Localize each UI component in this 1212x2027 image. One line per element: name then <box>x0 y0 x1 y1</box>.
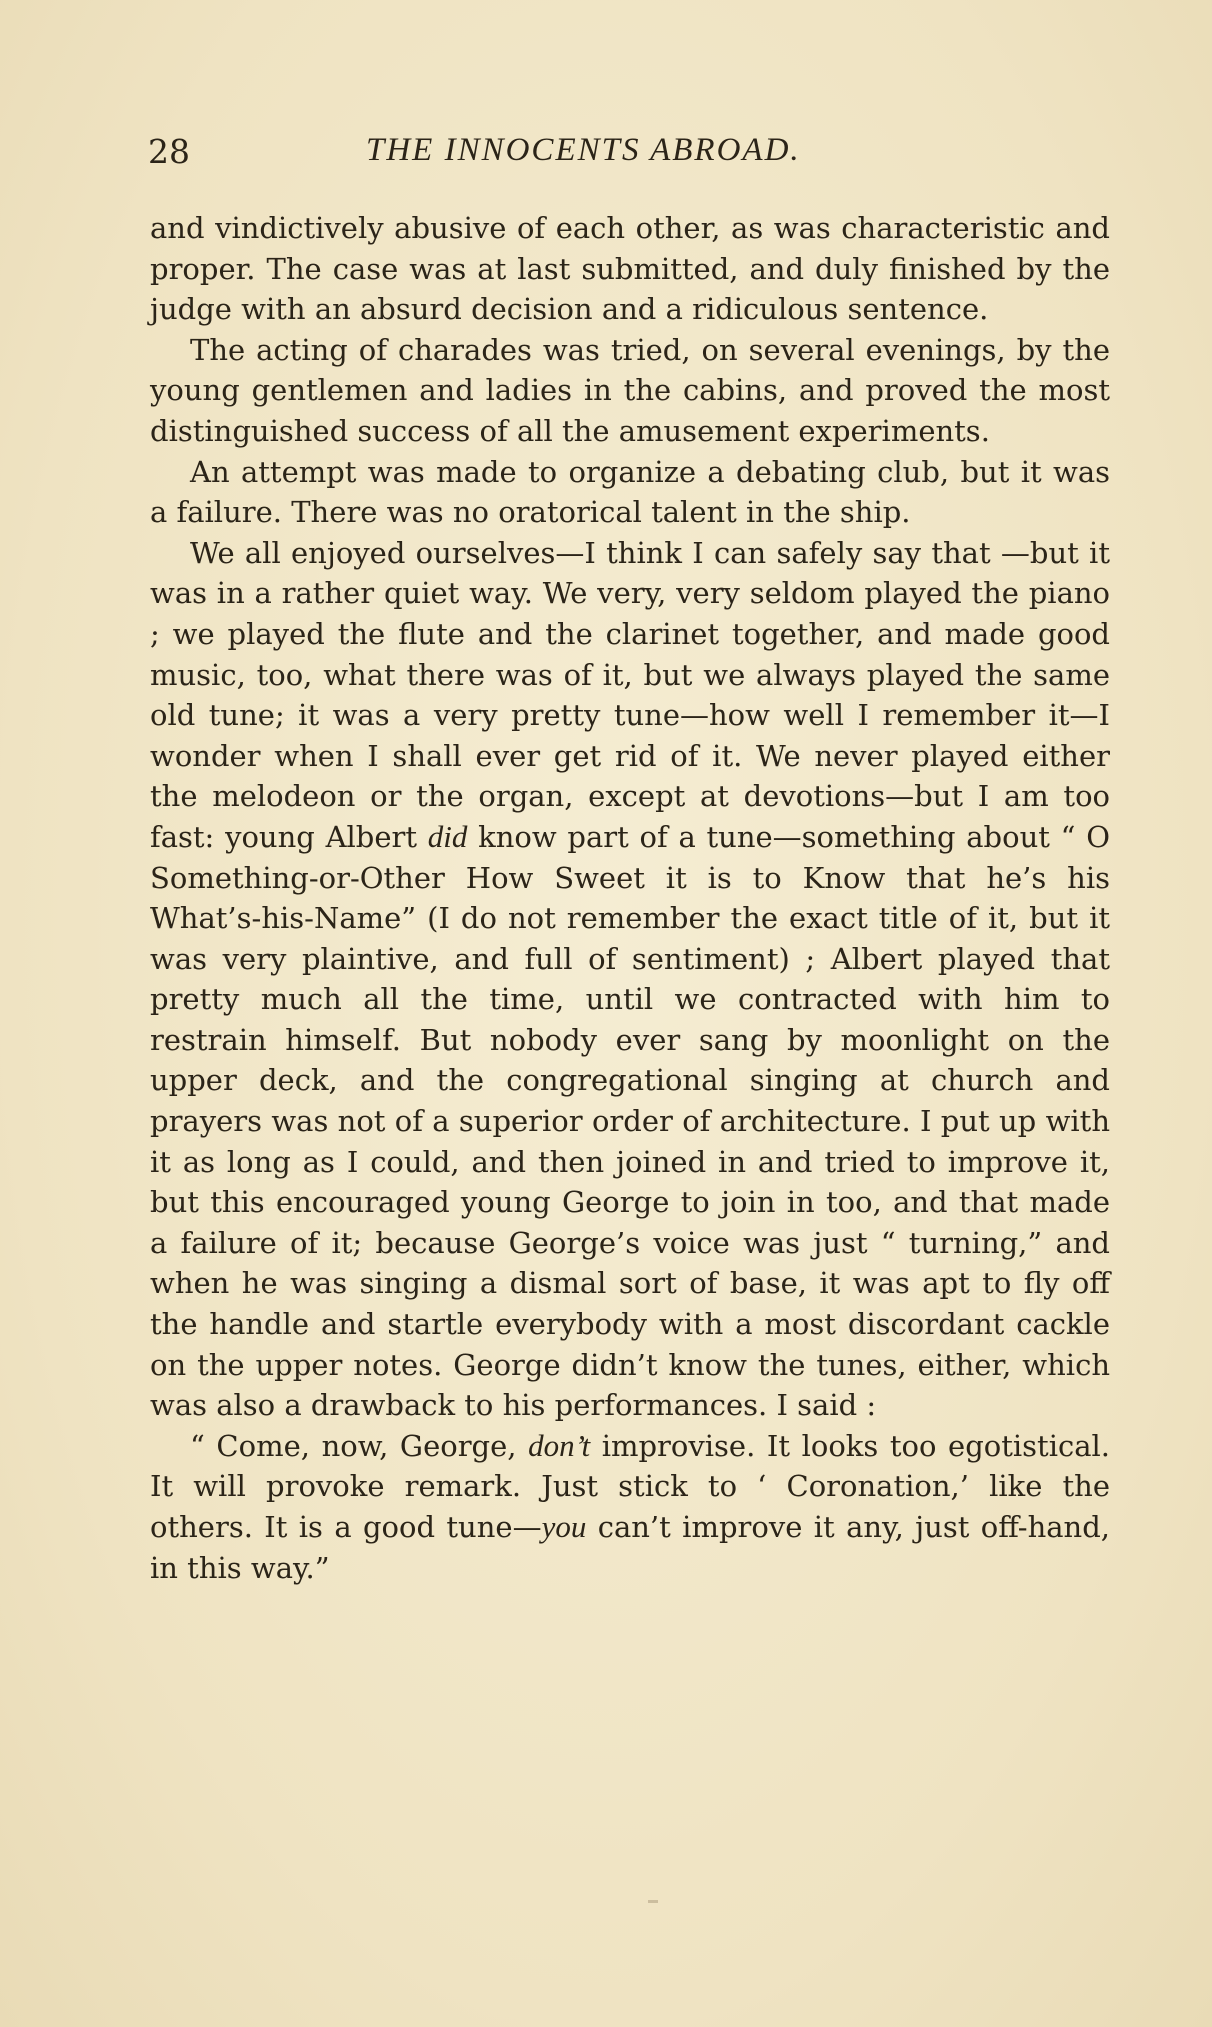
paragraph-5-text-b: improvise. It looks too egotistical. It will provoke remark. Just stick to ‘ Coronation,’ like the others. It is a good tune— <box>150 1428 1110 1544</box>
paragraph-4-emphasis: did <box>427 818 468 854</box>
paragraph-5-emphasis-1: don’t <box>528 1427 591 1463</box>
paragraph-5-text-c: can’t improve it any, just off-hand, in this way.” <box>150 1510 1110 1585</box>
paper-speck <box>648 1900 658 1903</box>
paragraph-3 <box>150 452 1110 533</box>
paragraph-4-text-a: We all enjoyed ourselves—I think I can safely say that —but it was in a rather quiet way. We very, very seldom played the piano ; we played the flute and the clarinet together, and made good music, too, what there was of it, but we always played the same old tune; it was a very pretty tune—how well I remember it—I wonder when I shall ever get rid of it. We never played either the melodeon or the organ, except at devotions—but I am too fast: young Albert <box>150 535 1110 854</box>
body-text <box>150 208 1110 1588</box>
paragraph-1 <box>150 208 1110 330</box>
paragraph-5-emphasis-2: you <box>541 1509 587 1544</box>
paragraph-5-text-a: “ Come, now, George, <box>190 1428 529 1463</box>
paragraph-1-text: and vindictively abusive of each other, as was characteristic and proper. The case was at last submitted, and duly finished by the judge with an absurd decision and a ridiculous sentence. <box>150 211 1110 327</box>
running-head <box>148 132 1128 182</box>
running-title: THE INNOCENTS ABROAD. <box>366 132 801 168</box>
paragraph-2-text: The acting of charades was tried, on several evenings, by the young gentlemen and ladies in the cabins, and proved the most distinguished success of all the amusement experiments. <box>150 332 1110 448</box>
paragraph-5 <box>150 1426 1110 1588</box>
paragraph-3-text: An attempt was made to organize a debating club, but it was a failure. There was no oratorical talent in the ship. <box>150 454 1110 530</box>
paragraph-2 <box>150 330 1110 452</box>
page-number: 28 <box>148 132 190 171</box>
paragraph-4 <box>150 533 1110 1426</box>
paragraph-4-text-b: know part of a tune—something about “ O Something-or-Other How Sweet it is to Know that he’s his What’s-his-Name” (I do not remember the exact title of it, but it was very plaintive, and full of sentiment) ; Albert played that pretty much all the time, until we contracted with him to restrain himself. But nobody ever sang by moonlight on the upper deck, and the congregational singing at church and prayers was not of a superior order of architecture. I put up with it as long as I could, and then joined in and tried to improve it, but this encouraged young George to join in too, and that made a failure of it; because George’s voice was just “ turning,” and when he was singing a dismal sort of base, it was apt to fly off the handle and startle everybody with a most discordant cackle on the upper notes. George didn’t know the tunes, either, which was also a drawback to his performances. I said : <box>150 819 1110 1423</box>
